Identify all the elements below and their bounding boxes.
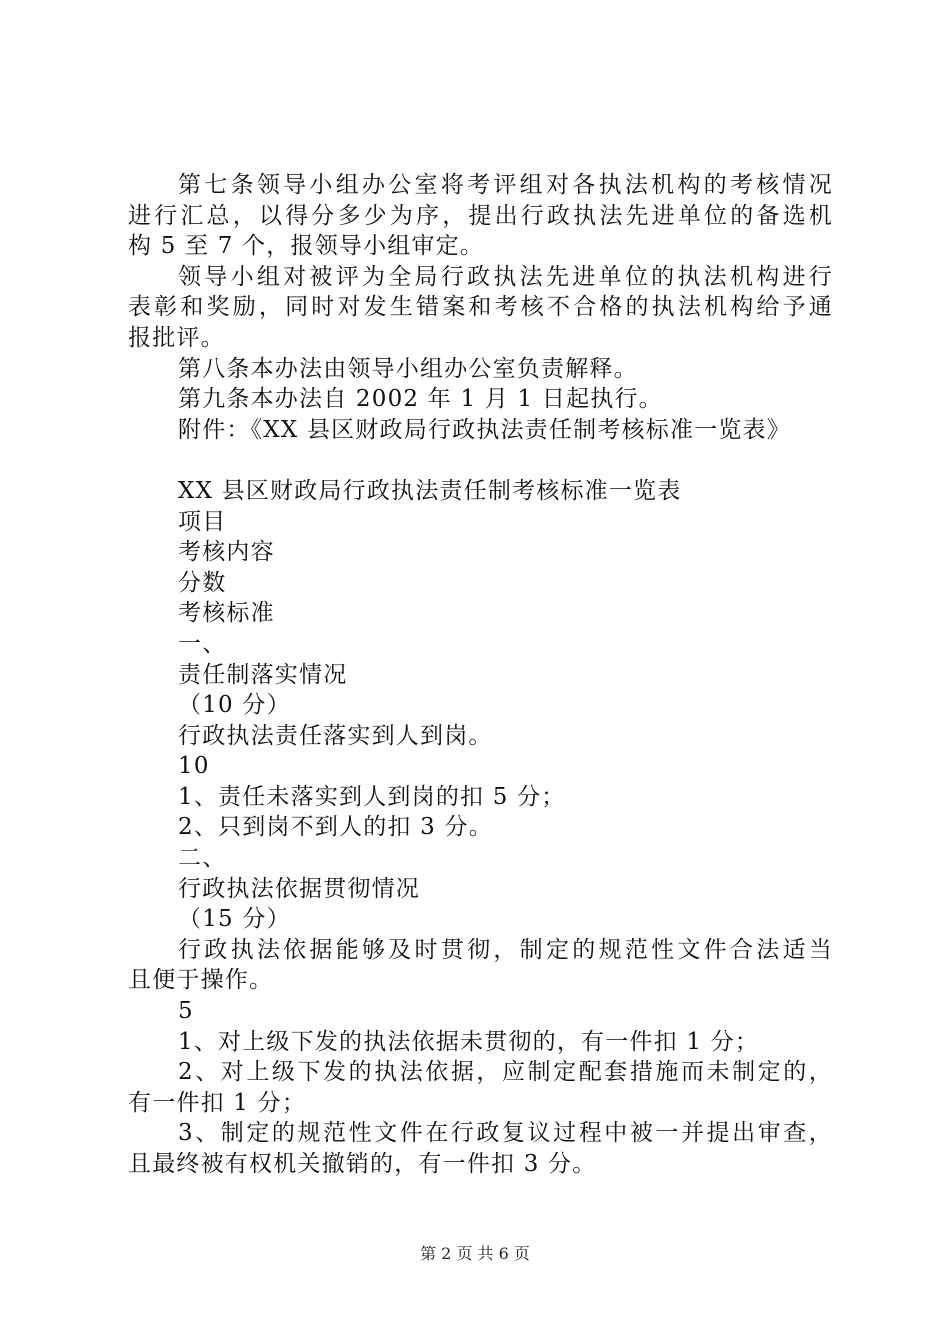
paragraph-line: 报批评。 (128, 324, 225, 351)
paragraph-line: 第七条领导小组办公室将考评组对各执法机构的考核情况 (178, 172, 833, 198)
table-cell: 2、对上级下发的执法依据，应制定配套措施而未制定的， (178, 1059, 833, 1086)
table-header-item: 项目 (178, 508, 227, 535)
table-cell: 且便于操作。 (128, 967, 274, 994)
table-cell: 10 (178, 753, 210, 780)
paragraph-line: 第八条本办法由领导小组办公室负责解释。 (178, 355, 638, 382)
table-cell: 行政执法责任落实到人到岗。 (178, 722, 493, 749)
paragraph-line: 第九条本办法自 2002 年 1 月 1 日起执行。 (178, 386, 663, 413)
blank-line (128, 445, 833, 476)
table-cell: 1、责任未落实到人到岗的扣 5 分； (178, 783, 566, 810)
table-header-standard: 考核标准 (178, 600, 275, 627)
page-footer: 第 2 页 共 6 页 (420, 1244, 530, 1263)
table-cell: 一、 (178, 630, 227, 657)
table-cell: 有一件扣 1 分； (128, 1089, 307, 1116)
table-header-content: 考核内容 (178, 539, 275, 566)
table-cell: 行政执法依据能够及时贯彻，制定的规范性文件合法适当 (178, 936, 833, 963)
paragraph-line: 构 5 至 7 个，报领导小组审定。 (128, 233, 485, 260)
table-cell: 二、 (178, 845, 227, 872)
paragraph-line: 进行汇总，以得分多少为序，提出行政执法先进单位的备选机 (128, 202, 833, 229)
table-title: XX 县区财政局行政执法责任制考核标准一览表 (178, 477, 682, 504)
attachment-line: 附件：《XX 县区财政局行政执法责任制考核标准一览表》 (178, 416, 791, 443)
document-body (128, 170, 833, 1180)
table-cell: 2、只到岗不到人的扣 3 分。 (178, 814, 493, 841)
table-header-score: 分数 (178, 569, 227, 596)
table-cell: （10 分） (178, 692, 291, 719)
table-cell: 责任制落实情况 (178, 661, 348, 688)
table-cell: 行政执法依据贯彻情况 (178, 875, 420, 902)
paragraph-line: 领导小组对被评为全局行政执法先进单位的执法机构进行 (178, 263, 833, 290)
table-cell: 3、制定的规范性文件在行政复议过程中被一并提出审查， (178, 1120, 833, 1147)
paragraph-line: 表彰和奖励，同时对发生错案和考核不合格的执法机构给予通 (128, 294, 833, 321)
table-cell: （15 分） (178, 906, 291, 933)
table-cell: 1、对上级下发的执法依据未贯彻的，有一件扣 1 分； (178, 1028, 760, 1055)
table-cell: 5 (178, 998, 194, 1025)
table-cell: 且最终被有权机关撤销的，有一件扣 3 分。 (128, 1151, 597, 1177)
